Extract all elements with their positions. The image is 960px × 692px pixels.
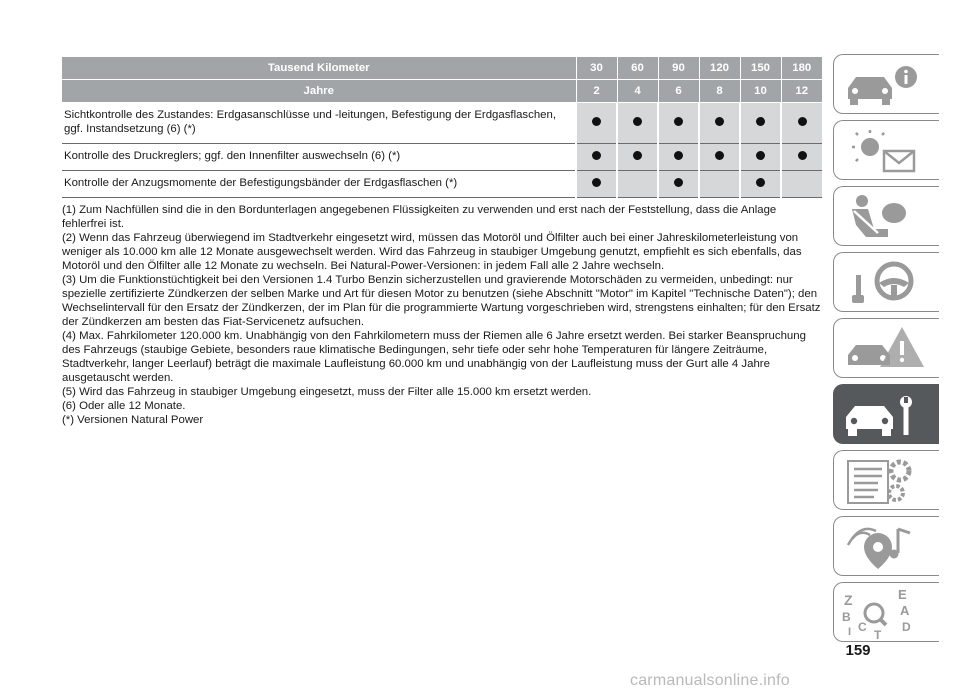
interval-dot bbox=[674, 151, 683, 160]
header-row-years bbox=[62, 80, 822, 103]
row-description: Kontrolle der Anzugsmomente der Befestigungsbänder der Erdgasflaschen (*) bbox=[62, 171, 576, 198]
index-letter: B bbox=[842, 610, 851, 624]
interval-dot bbox=[592, 151, 601, 160]
chapter-tab-safety[interactable] bbox=[833, 186, 939, 246]
interval-cell bbox=[617, 171, 658, 198]
interval-cell bbox=[699, 103, 740, 144]
chapter-tab-emergency[interactable] bbox=[833, 318, 939, 378]
row-description: Kontrolle des Druckreglers; ggf. den Innenfilter auswechseln (6) (*) bbox=[62, 144, 576, 171]
chapter-tab-maintenance[interactable] bbox=[833, 384, 939, 444]
chapter-tab-instruments[interactable] bbox=[833, 120, 939, 180]
interval-dot bbox=[633, 117, 642, 126]
footnote: (5) Wird das Fahrzeug in staubiger Umgebung eingesetzt, muss der Filter alle 15.000 km ersetzt werden. bbox=[62, 386, 592, 398]
chapter-tab-index[interactable] bbox=[833, 582, 939, 642]
key-steering-wheel-icon bbox=[834, 253, 939, 312]
interval-cell bbox=[740, 171, 781, 198]
year-value: 10 bbox=[740, 80, 781, 103]
footnote: (*) Versionen Natural Power bbox=[62, 414, 204, 426]
km-value: 30 bbox=[576, 57, 617, 80]
table-row bbox=[62, 144, 822, 171]
interval-cell bbox=[576, 171, 617, 198]
interval-cell bbox=[576, 144, 617, 171]
chapter-tab-technical-data[interactable] bbox=[833, 450, 939, 510]
index-letters-icon bbox=[834, 583, 939, 642]
car-info-icon bbox=[834, 55, 939, 114]
interval-dot bbox=[756, 117, 765, 126]
footnote: (6) Oder alle 12 Monate. bbox=[62, 400, 186, 412]
interval-cell bbox=[576, 103, 617, 144]
interval-dot bbox=[674, 178, 683, 187]
interval-dot bbox=[633, 151, 642, 160]
km-value: 150 bbox=[740, 57, 781, 80]
interval-cell bbox=[699, 144, 740, 171]
row-description: Sichtkontrolle des Zustandes: Erdgasanschlüsse und -leitungen, Befestigung der Erdgasflaschen, ggf. Instandsetzung (6) (*) bbox=[62, 103, 576, 144]
footnote: (3) Um die Funktionstüchtigkeit bei den Versionen 1.4 Turbo Benzin sicherzustellen und gravierende Motorschäden zu vermeiden, unbedingt: nur spezielle zertifizierte Zündkerzen der selben Marke und Art für diesen Motor zu benutzen (siehe Abschnitt "Motor" im Kapitel "Technische Daten"); den Wechselintervall für den Ersatz der Zündkerzen, der im Plan für die programmierte Wartung vorgeschrieben wird, strengstens einhalten; für den Ersatz der Zündkerzen am besten das Fiat-Servicenetz aufsuchen. bbox=[62, 274, 821, 328]
car-wrench-icon bbox=[834, 385, 939, 444]
interval-dot bbox=[756, 151, 765, 160]
index-letter: C bbox=[858, 620, 867, 634]
year-value: 6 bbox=[658, 80, 699, 103]
interval-cell bbox=[617, 103, 658, 144]
interval-cell bbox=[740, 103, 781, 144]
index-letter: T bbox=[874, 628, 882, 642]
footnotes bbox=[62, 203, 822, 427]
km-value: 90 bbox=[658, 57, 699, 80]
interval-cell bbox=[781, 171, 822, 198]
footnote: (4) Max. Fahrkilometer 120.000 km. Unabhängig von den Fahrkilometern muss der Riemen alle 6 Jahre ersetzt werden. Bei starker Beanspruchung des Fahrzeugs (staubige Gebiete, besonders raue klimatische Bedingungen, sehr tiefe oder sehr hohe Temperaturen für längere Zeiträume, Stadtverkehr, langer Leerlauf) beträgt die maximale Laufleistung 60.000 km und unabhängig von der Laufleistung muss der Gurt alle 4 Jahre ausgetauscht werden. bbox=[62, 330, 806, 384]
interval-cell bbox=[617, 144, 658, 171]
index-letter: E bbox=[898, 587, 907, 602]
chapter-tab-vehicle-info[interactable] bbox=[833, 54, 939, 114]
chapter-tabs bbox=[833, 54, 941, 648]
interval-dot bbox=[798, 117, 807, 126]
footnote: (1) Zum Nachfüllen sind die in den Bordunterlagen angegebenen Flüssigkeiten zu verwenden und erst nach der Feststellung, dass die Anlage fehlerfrei ist. bbox=[62, 204, 777, 230]
interval-cell bbox=[658, 171, 699, 198]
table-row bbox=[62, 171, 822, 198]
km-value: 180 bbox=[781, 57, 822, 80]
year-value: 2 bbox=[576, 80, 617, 103]
year-value: 4 bbox=[617, 80, 658, 103]
header-years-label: Jahre bbox=[62, 80, 576, 103]
year-value: 8 bbox=[699, 80, 740, 103]
km-value: 120 bbox=[699, 57, 740, 80]
interval-cell bbox=[699, 171, 740, 198]
watermark: carmanualsonline.info bbox=[630, 672, 790, 689]
multimedia-icon bbox=[834, 517, 939, 576]
index-letter: Z bbox=[844, 592, 853, 608]
interval-dot bbox=[756, 178, 765, 187]
maintenance-table bbox=[62, 57, 822, 198]
header-row-km bbox=[62, 57, 822, 80]
interval-cell bbox=[658, 103, 699, 144]
maintenance-sheet bbox=[62, 57, 822, 427]
seat-airbag-icon bbox=[834, 187, 939, 246]
interval-dot bbox=[592, 117, 601, 126]
interval-cell bbox=[781, 144, 822, 171]
table-row bbox=[62, 103, 822, 144]
year-value: 12 bbox=[781, 80, 822, 103]
interval-dot bbox=[715, 117, 724, 126]
interval-dot bbox=[715, 151, 724, 160]
warning-light-message-icon bbox=[834, 121, 939, 180]
interval-cell bbox=[781, 103, 822, 144]
chapter-tab-multimedia[interactable] bbox=[833, 516, 939, 576]
interval-dot bbox=[798, 151, 807, 160]
spec-list-gear-icon bbox=[834, 451, 939, 510]
header-km-label: Tausend Kilometer bbox=[62, 57, 576, 80]
chapter-tab-starting-driving[interactable] bbox=[833, 252, 939, 312]
index-letter: I bbox=[848, 626, 852, 638]
footnote: (2) Wenn das Fahrzeug überwiegend im Stadtverkehr eingesetzt wird, müssen das Motoröl und Ölfilter auch bei einer Jahreskilometerleistung von weniger als 10.000 km alle 12 Monate ausgewechselt werden. Wird das Fahrzeug in staubiger Umgebung genutzt, empfiehlt es sich ebenfalls, das Motoröl und den Ölfilter alle 12 Monate zu wechseln. Bei Natural-Power-Versionen: in jedem Fall alle 2 Jahre wechseln. bbox=[62, 232, 802, 272]
page-number: 159 bbox=[845, 642, 871, 659]
index-letter: D bbox=[902, 620, 911, 634]
km-value: 60 bbox=[617, 57, 658, 80]
index-letter: A bbox=[900, 603, 910, 618]
car-emergency-icon bbox=[834, 319, 939, 378]
interval-dot bbox=[674, 117, 683, 126]
interval-dot bbox=[592, 178, 601, 187]
interval-cell bbox=[658, 144, 699, 171]
interval-cell bbox=[740, 144, 781, 171]
